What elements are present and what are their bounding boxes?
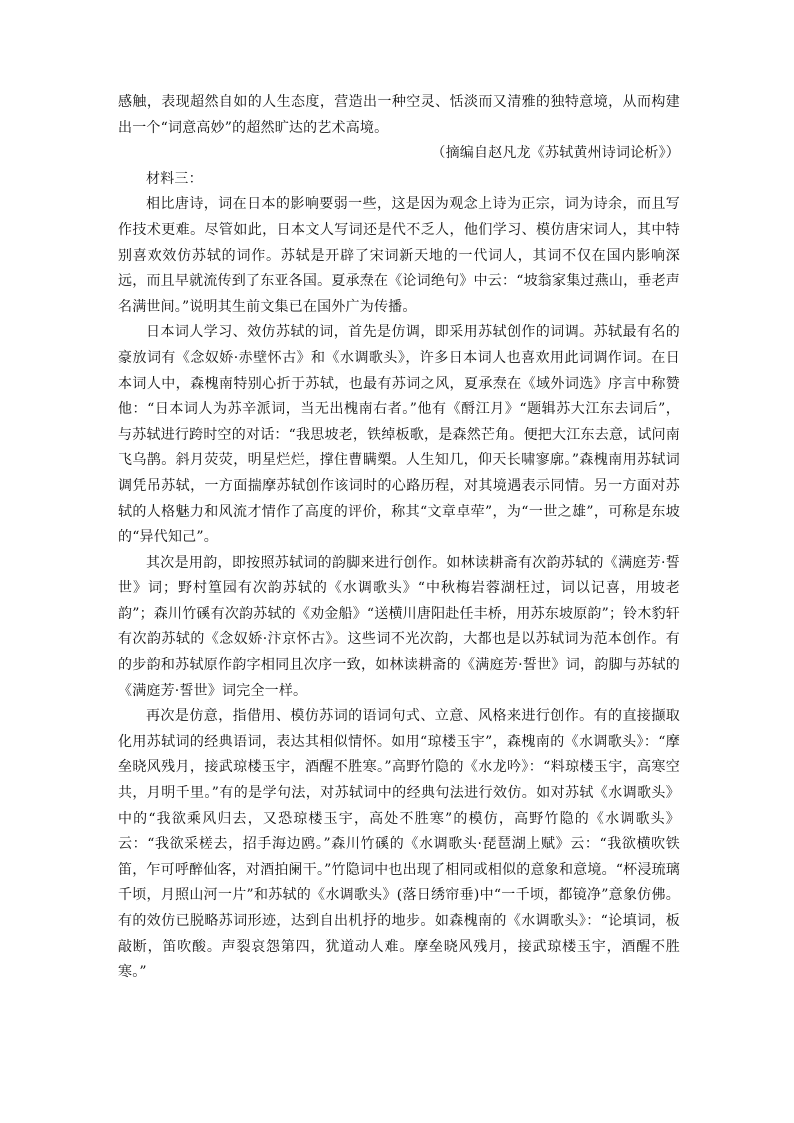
section-heading: 材料三：	[146, 170, 203, 187]
paragraph-tune: 日本词人学习、效仿苏轼的词，首先是仿调，即采用苏轼创作的词调。苏轼最有名的豪放词有《念奴娇·赤壁怀古》和《水调歌头》，许多日本词人也喜欢用此词调作词。在日本词人中，森槐南特别心折于苏轼，也最有苏词之风，夏承焘在《域外词选》序言中称赞他：“日本词人为苏辛派词，当无出槐南右者。”他有《酹江月》“题辑苏大江东去词后”，与苏轼进行跨时空的对话：“我思坡老，铁绰板歌，是森然芒角。便把大江东去意，试问南飞乌鹊。斜月荧荧，明星烂烂，撑住曹瞒槊。人生知几，仰天长啸寥廓。”森槐南用苏轼词调凭吊苏轼，一方面揣摩苏轼创作该词时的心路历程，对其境遇表示同情。另一方面对苏轼的人格魅力和风流才情作了高度的评价，称其“文章卓荦”，为“一世之雄”，可称是东坡的“异代知己”。	[118, 324, 680, 546]
paragraph-intro: 相比唐诗，词在日本的影响要弱一些，这是因为观念上诗为正宗，词为诗余，而且写作技术更难。尽管如此，日本文人写词还是代不乏人，他们学习、模仿唐宋词人，其中特别喜欢效仿苏轼的词作。苏轼是开辟了宋词新天地的一代词人，其词不仅在国内影响深远，而且早就流传到了东亚各国。夏承焘在《论词绝句》中云：“坡翁家集过燕山，垂老声名满世间。”说明其生前文集已在国外广为传播。	[118, 196, 680, 315]
source-citation: （摘编自赵凡龙《苏轼黄州诗词论析》）	[431, 145, 680, 162]
paragraph-continuation: 感触，表现超然自如的人生态度，营造出一种空灵、恬淡而又清雅的独特意境，从而构建出一个“词意高妙”的超然旷达的艺术高境。	[118, 94, 680, 136]
paragraph-rhyme: 其次是用韵，即按照苏轼词的韵脚来进行创作。如林读耕斋有次韵苏轼的《满庭芳·誓世》词；野村篁园有次韵苏轼的《水调歌头》“中秋梅岩蓉湖枉过，词以记喜，用坡老韵”；森川竹磎有次韵苏轼的《劝金船》“送横川唐阳赴任丰桥，用苏东坡原韵”；铃木豹轩有次韵苏轼的《念奴娇·汴京怀古》。这些词不光次韵，大都也是以苏轼词为范本创作。有的步韵和苏轼原作韵字相同且次序一致，如林读耕斋的《满庭芳·誓世》词，韵脚与苏轼的《满庭芳·誓世》词完全一样。	[118, 554, 680, 699]
paragraph-imitation: 再次是仿意，指借用、模仿苏词的语词句式、立意、风格来进行创作。有的直接撷取化用苏轼词的经典语词，表达其相似情怀。如用“琼楼玉宇”，森槐南的《水调歌头》：“摩垒晓风残月，接武琼楼玉宇，酒醒不胜寒。”高野竹隐的《水龙吟》：“料琼楼玉宇，高寒空共，月明千里。”有的是学句法，对苏轼词中的经典句法进行效仿。如对苏轼《水调歌头》中的“我欲乘风归去，又恐琼楼玉宇，高处不胜寒”的模仿，高野竹隐的《水调歌头》云：“我欲采槎去，招手海边鸥。”森川竹磎的《水调歌头·琵琶湖上赋》云：“我欲横吹铁笛，乍可呼醉仙客，对酒拍阑干。”竹隐词中也出现了相同或相似的意象和意境。“杯浸琉璃千顷，月照山河一片”和苏轼的《水调歌头》(落日绣帘垂)中“一千顷，都镜净”意象仿佛。有的效仿已脱略苏词形迹，达到自出机抒的地步。如森槐南的《水调歌头》：“论填词，板敲断，笛吹酸。声裂哀怨第四，犹道动人难。摩垒晓风残月，接武琼楼玉宇，酒醒不胜寒。”	[118, 708, 680, 981]
document-page	[118, 90, 680, 986]
